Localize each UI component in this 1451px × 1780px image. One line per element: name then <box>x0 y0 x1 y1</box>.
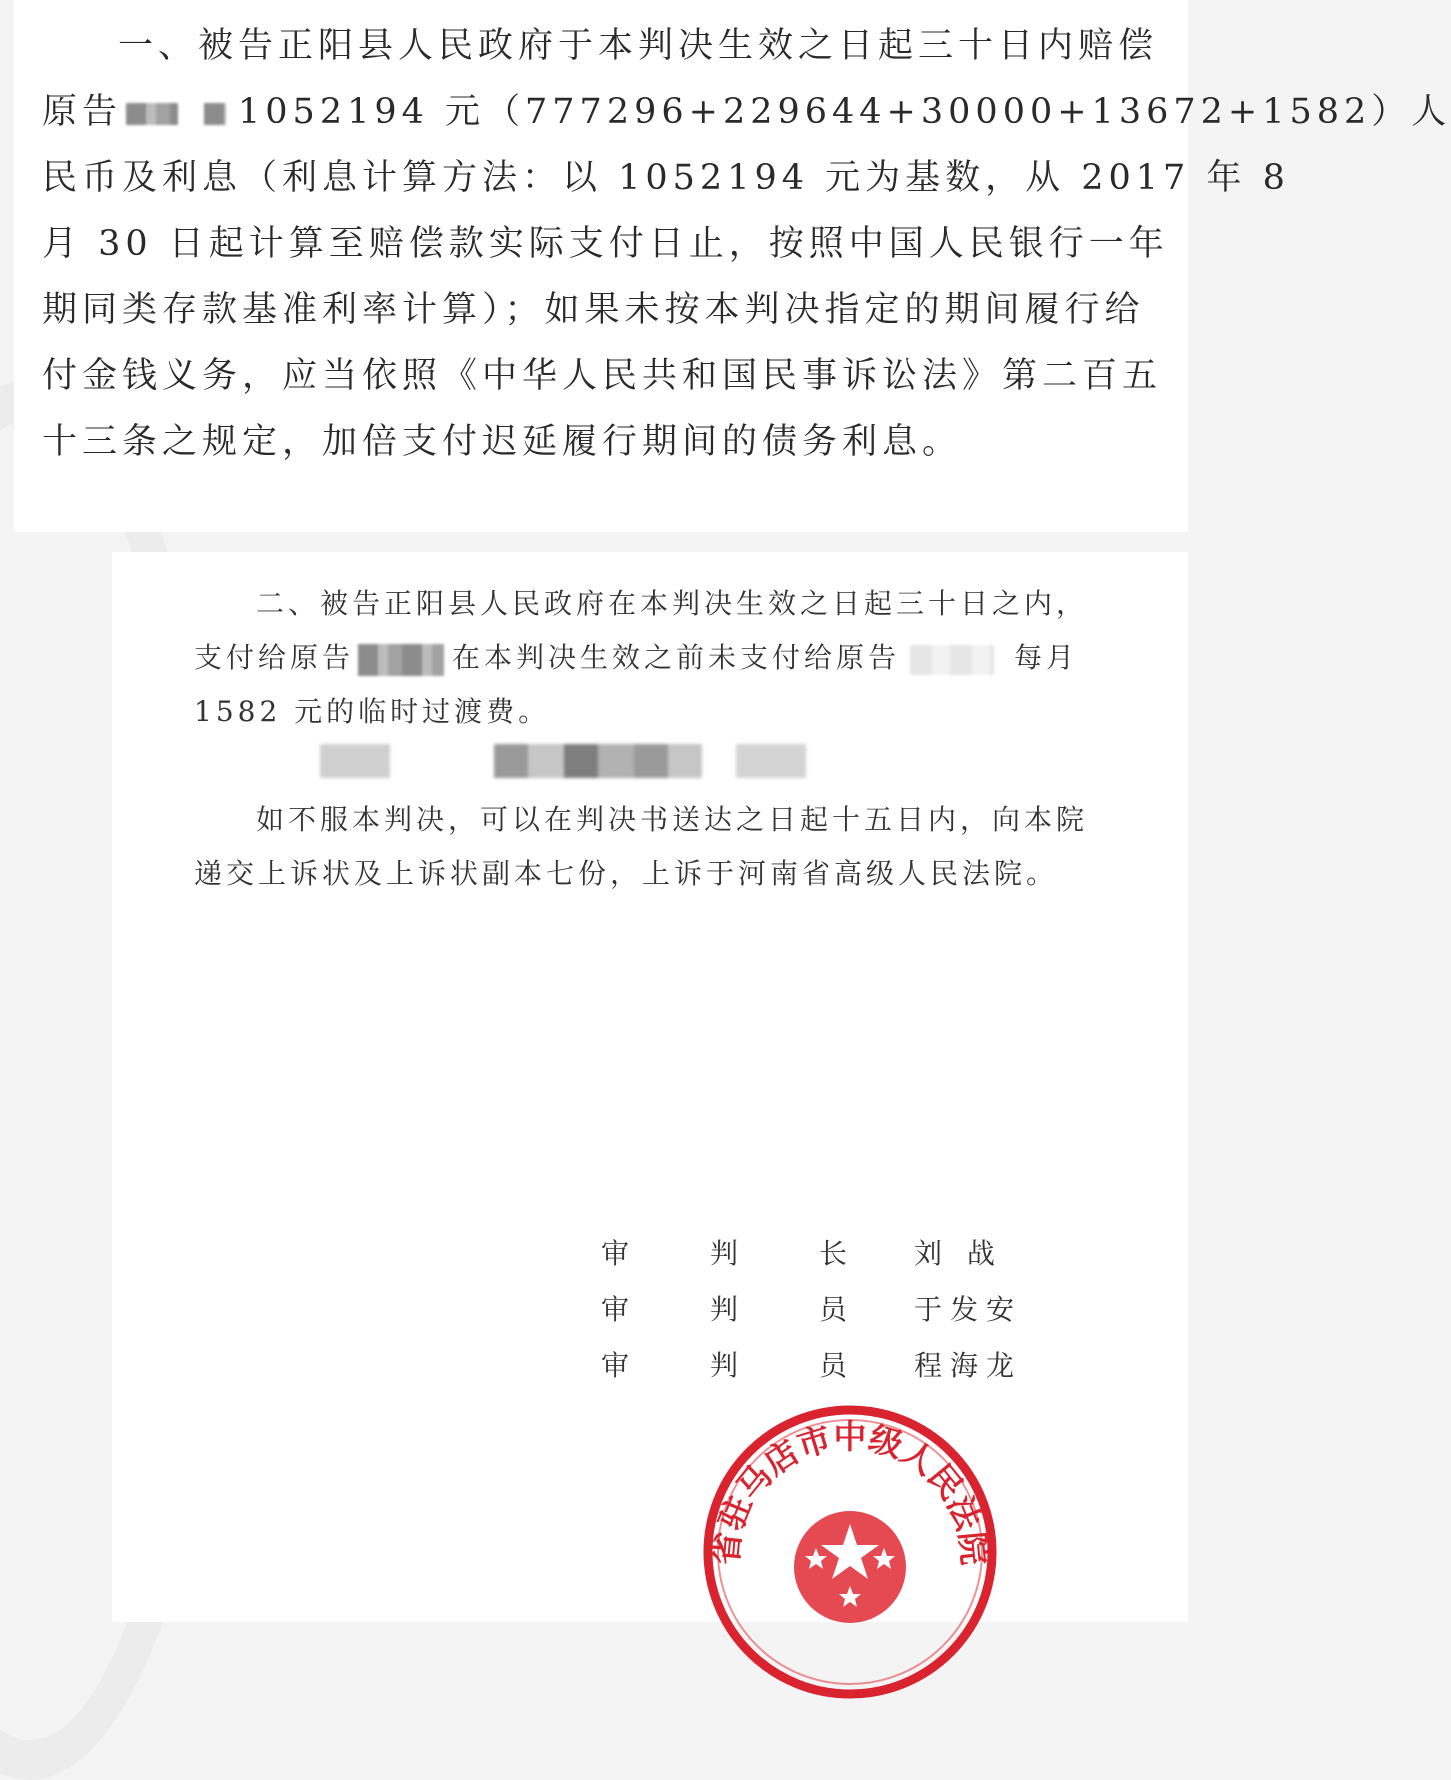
redacted-line <box>494 744 702 778</box>
paragraph-line: 付金钱义务，应当依照《中华人民共和国民事诉讼法》第二百五 <box>42 356 1163 396</box>
national-emblem <box>794 1511 906 1623</box>
signature-role: 审 判 员 <box>600 1349 849 1382</box>
paragraph-line: 民币及利息（利息计算方法：以 1052194 元为基数，从 2017 年 8 <box>42 158 1290 198</box>
paragraph-line: 期同类存款基准利率计算）；如果未按本判决指定的期间履行给 <box>42 290 1145 330</box>
signature-row <box>600 1232 1003 1272</box>
paragraph-line: 如不服本判决，可以在判决书送达之日起十五日内，向本院 <box>256 803 1089 836</box>
seal-text: 省驻马店市中级人民法院 <box>706 1417 994 1567</box>
signature-name: 刘 战 <box>914 1237 1003 1270</box>
paragraph-line: 月 30 日起计算至赔偿款实际支付日止，按照中国人民银行一年 <box>42 224 1169 264</box>
paragraph-line: 原告 1052194 元（777296+229644+30000+13672+1582）人 <box>42 92 1451 132</box>
signature-name: 程海龙 <box>914 1349 1023 1382</box>
redacted-line <box>320 744 390 778</box>
redacted-line <box>736 744 806 778</box>
paragraph-line: 一、被告正阳县人民政府于本判决生效之日起三十日内赔偿 <box>118 26 1159 66</box>
signature-row <box>600 1344 1022 1384</box>
signature-name: 于发安 <box>914 1293 1023 1326</box>
redacted-name <box>204 103 226 125</box>
court-seal <box>700 1402 1000 1702</box>
redacted-name <box>358 644 444 676</box>
signature-row <box>600 1288 1022 1328</box>
paragraph-line: 十三条之规定，加倍支付迟延履行期间的债务利息。 <box>42 422 963 462</box>
paragraph-line: 支付给原告 在本判决生效之前未支付给原告 每月 <box>194 641 1079 674</box>
signature-role: 审 判 员 <box>600 1293 849 1326</box>
redacted-name <box>126 103 178 125</box>
redacted-name <box>910 645 994 675</box>
paragraph-line: 递交上诉状及上诉状副本七份，上诉于河南省高级人民法院。 <box>194 857 1059 890</box>
paragraph-line: 1582 元的临时过渡费。 <box>194 695 551 728</box>
signature-role: 审 判 长 <box>600 1237 849 1270</box>
paragraph-line: 二、被告正阳县人民政府在本判决生效之日起三十日之内， <box>256 587 1089 620</box>
